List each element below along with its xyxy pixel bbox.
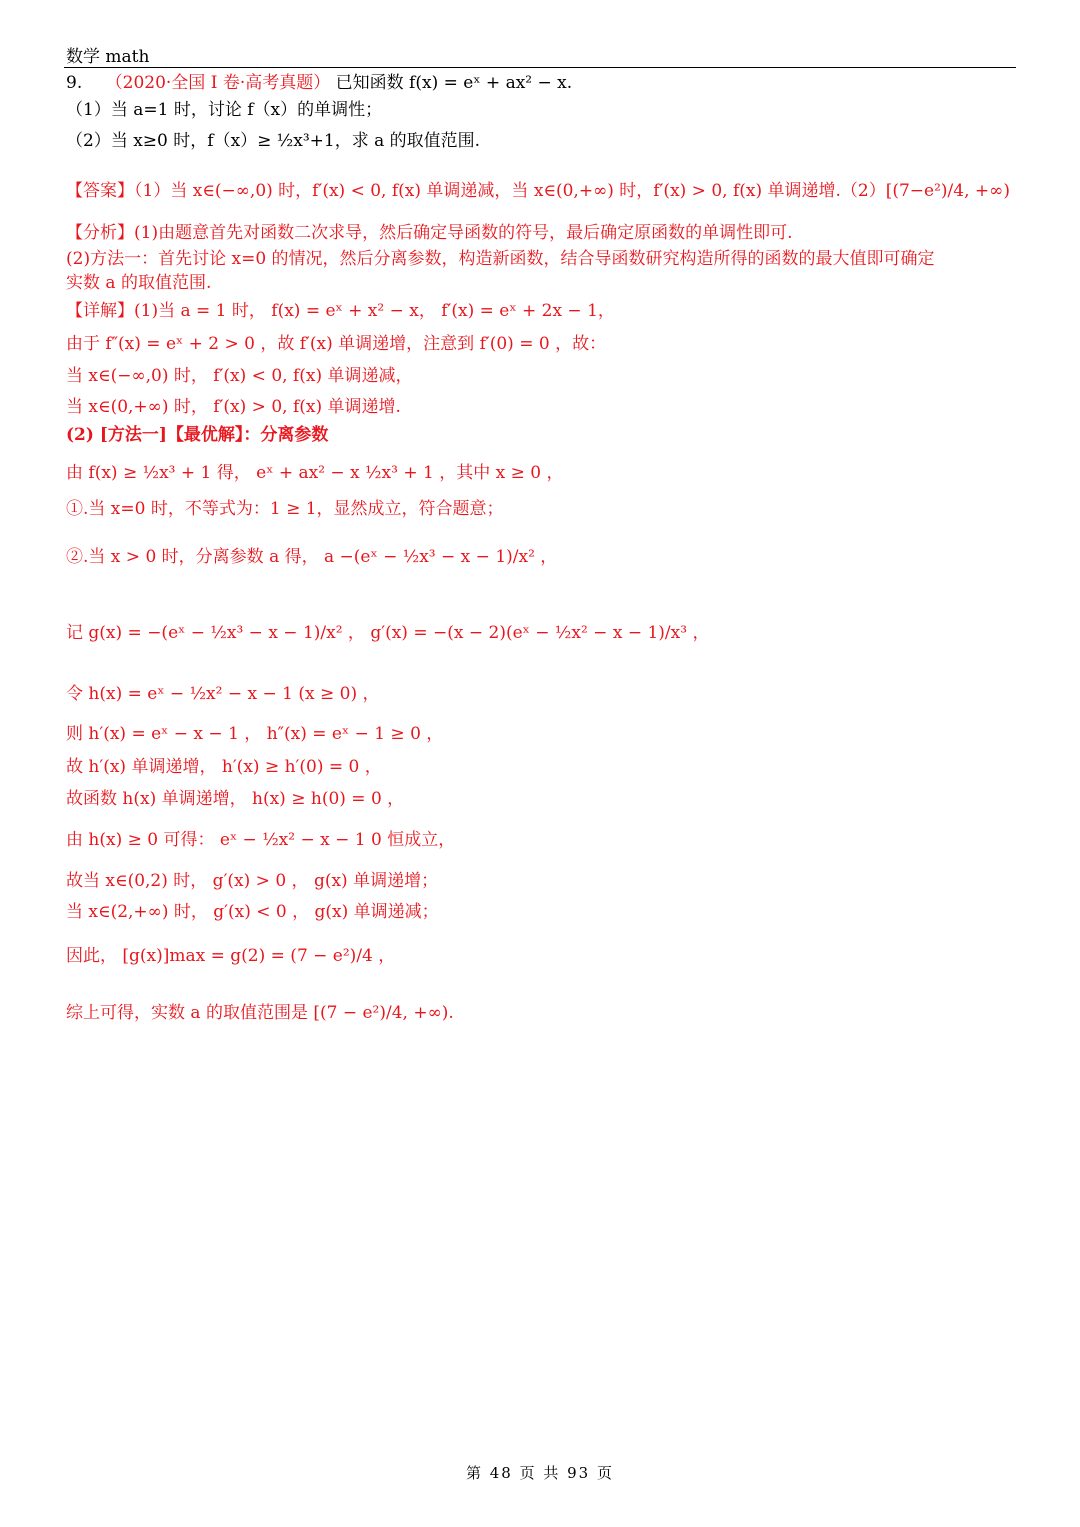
- problem-stem: 已知函数 f(x) = eˣ + ax² − x.: [335, 73, 573, 93]
- problem-part-1: （1）当 a=1 时，讨论 f（x）的单调性；: [66, 100, 383, 120]
- detail-line-1: [66, 300, 615, 322]
- method-line-12: 因此， [g(x)]max = g(2) = (7 − e²)/4 ，: [66, 946, 396, 966]
- answer-label: 【答案】: [66, 181, 134, 201]
- header-divider: [64, 67, 1016, 68]
- method-line-6: 则 h′(x) = eˣ − x − 1 ， h″(x) = eˣ − 1 ≥ 0 ，: [66, 724, 444, 744]
- method-line-11: 当 x∈(2,+∞) 时， g′(x) < 0 ， g(x) 单调递减；: [66, 902, 439, 922]
- method-heading: (2) [方法一]【最优解】：分离参数: [66, 425, 329, 445]
- method-line-10: 故当 x∈(0,2) 时， g′(x) > 0 ， g(x) 单调递增；: [66, 871, 439, 891]
- method-line-2: ①.当 x=0 时，不等式为：1 ≥ 1，显然成立，符合题意；: [66, 499, 504, 519]
- problem-part-2: （2）当 x≥0 时，f（x）≥ ½x³+1，求 a 的取值范围.: [66, 131, 481, 151]
- answer-line: [66, 180, 1010, 202]
- problem-source: （2020·全国 I 卷·高考真题）: [105, 73, 331, 93]
- detail-label: 【详解】: [66, 301, 134, 321]
- detail-line-4: 当 x∈(0,+∞) 时， f′(x) > 0, f(x) 单调递增.: [66, 397, 401, 417]
- method-line-3: ②.当 x > 0 时，分离参数 a 得， a −(eˣ − ½x³ − x − 1)/x² ，: [66, 547, 558, 567]
- method-line-7: 故 h′(x) 单调递增， h′(x) ≥ h′(0) = 0 ，: [66, 757, 382, 777]
- method-line-1: 由 f(x) ≥ ½x³ + 1 得， eˣ + ax² − x ½x³ + 1 ，其中 x ≥ 0 ，: [66, 463, 564, 483]
- analysis-line-2: (2)方法一：首先讨论 x=0 的情况，然后分离参数，构造新函数，结合导函数研究构造所得的函数的最大值即可确定: [66, 249, 935, 269]
- analysis-label: 【分析】: [66, 223, 134, 243]
- detail-line-2: 由于 f″(x) = eˣ + 2 > 0 ，故 f′(x) 单调递增，注意到 f′(0) = 0 ，故：: [66, 334, 607, 354]
- problem-stem-line: [66, 72, 572, 94]
- method-line-8: 故函数 h(x) 单调递增， h(x) ≥ h(0) = 0 ，: [66, 789, 405, 809]
- answer-text: （1）当 x∈(−∞,0) 时，f′(x) < 0, f(x) 单调递减，当 x∈(0,+∞) 时，f′(x) > 0, f(x) 单调递增.（2）[(7−e²)/4, +∞): [134, 181, 1010, 201]
- page-number-footer: 第 48 页 共 93 页: [465, 1464, 614, 1482]
- detail-text-1: (1)当 a = 1 时， f(x) = eˣ + x² − x， f′(x) = eˣ + 2x − 1，: [134, 301, 615, 321]
- page-header-title: 数学 math: [66, 47, 150, 67]
- analysis-line-3: 实数 a 的取值范围.: [66, 273, 212, 293]
- problem-number: 9.: [66, 73, 83, 93]
- method-line-13: 综上可得，实数 a 的取值范围是 [(7 − e²)/4, +∞).: [66, 1003, 454, 1023]
- analysis-line-1: [66, 222, 792, 244]
- detail-line-3: 当 x∈(−∞,0) 时， f′(x) < 0, f(x) 单调递减，: [66, 366, 413, 386]
- method-line-5: 令 h(x) = eˣ − ½x² − x − 1 (x ≥ 0) ，: [66, 684, 380, 704]
- analysis-text-1: (1)由题意首先对函数二次求导，然后确定导函数的符号，最后确定原函数的单调性即可.: [134, 223, 793, 243]
- method-line-9: 由 h(x) ≥ 0 可得： eˣ − ½x² − x − 1 0 恒成立，: [66, 830, 456, 850]
- method-line-4: 记 g(x) = −(eˣ − ½x³ − x − 1)/x² ， g′(x) = −(x − 2)(eˣ − ½x² − x − 1)/x³ ，: [66, 623, 710, 643]
